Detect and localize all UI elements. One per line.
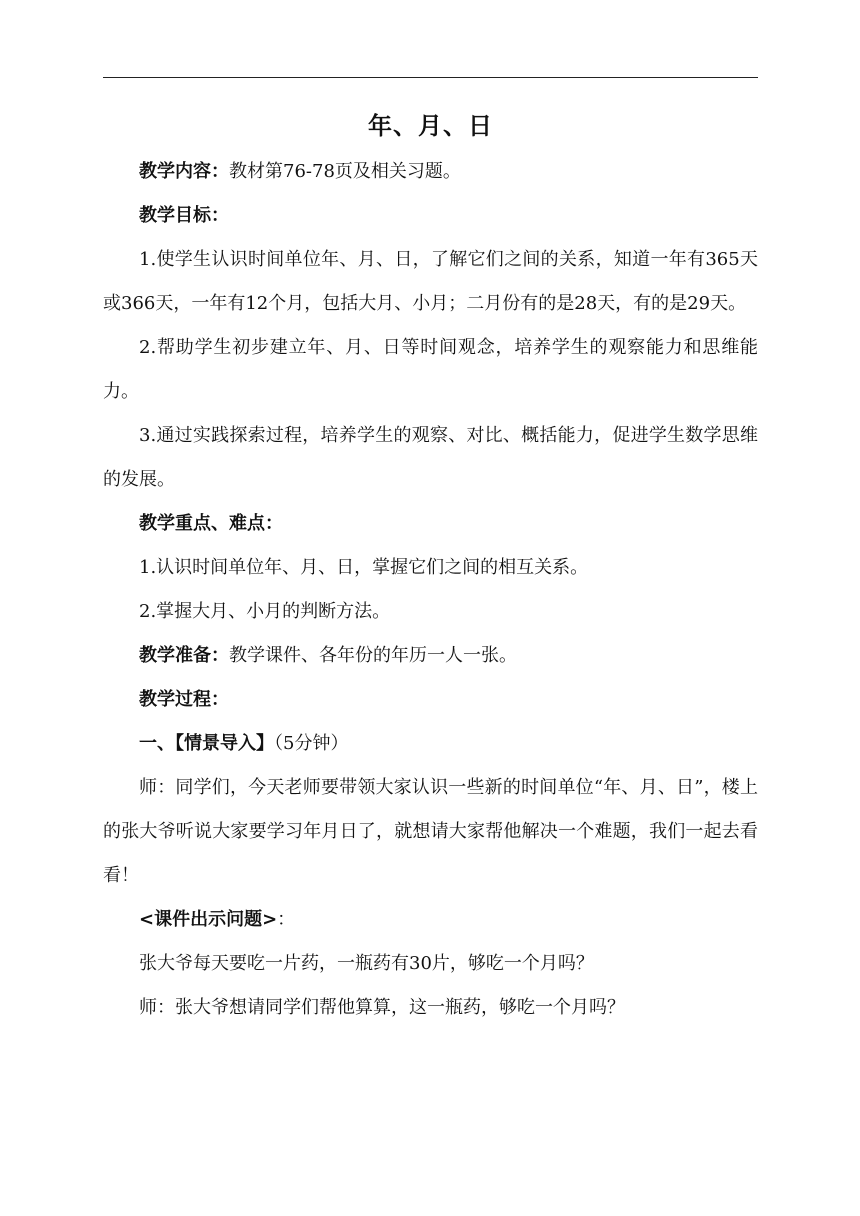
key-points-label: 教学重点、难点： <box>139 513 283 534</box>
courseware-line <box>103 898 758 942</box>
preparation <box>103 634 758 678</box>
process-paragraph: 师：张大爷想请同学们帮他算算，这一瓶药，够吃一个月吗？ <box>139 997 625 1018</box>
teaching-content-text: 教材第76-78页及相关习题。 <box>229 161 461 182</box>
header-rule <box>103 77 758 78</box>
document-body <box>103 150 758 1030</box>
objective-item: 1.使学生认识时间单位年、月、日，了解它们之间的关系，知道一年有365天或366天，一年有12个月，包括大月、小月；二月份有的是28天，有的是29天。 <box>103 249 758 314</box>
key-point-item: 2.掌握大月、小月的判断方法。 <box>139 601 391 622</box>
teaching-content-label: 教学内容： <box>139 161 229 182</box>
objective-item: 3.通过实践探索过程，培养学生的观察、对比、概括能力，促进学生数学思维的发展。 <box>103 425 758 490</box>
objectives-label: 教学目标： <box>139 205 229 226</box>
question-text: 张大爷每天要吃一片药，一瓶药有30片，够吃一个月吗？ <box>139 953 594 974</box>
teaching-content <box>103 150 758 194</box>
section1-time: （5分钟） <box>274 733 349 754</box>
process-paragraph: 师：同学们，今天老师要带领大家认识一些新的时间单位“年、月、日”，楼上的张大爷听说大家要学习年月日了，就想请大家帮他解决一个难题，我们一起去看看！ <box>103 777 758 886</box>
objective-item: 2.帮助学生初步建立年、月、日等时间观念，培养学生的观察能力和思维能力。 <box>103 337 758 402</box>
section-heading <box>103 722 758 766</box>
process-label: 教学过程： <box>139 689 229 710</box>
key-point-item: 1.认识时间单位年、月、日，掌握它们之间的相互关系。 <box>139 557 589 578</box>
preparation-label: 教学准备： <box>139 645 229 666</box>
courseware-label: <课件出示问题> <box>139 909 278 930</box>
preparation-text: 教学课件、各年份的年历一人一张。 <box>229 645 517 666</box>
courseware-colon: ： <box>277 909 296 930</box>
section1-heading: 一、【情景导入】 <box>139 733 274 754</box>
page-title: 年、月、日 <box>368 112 493 140</box>
